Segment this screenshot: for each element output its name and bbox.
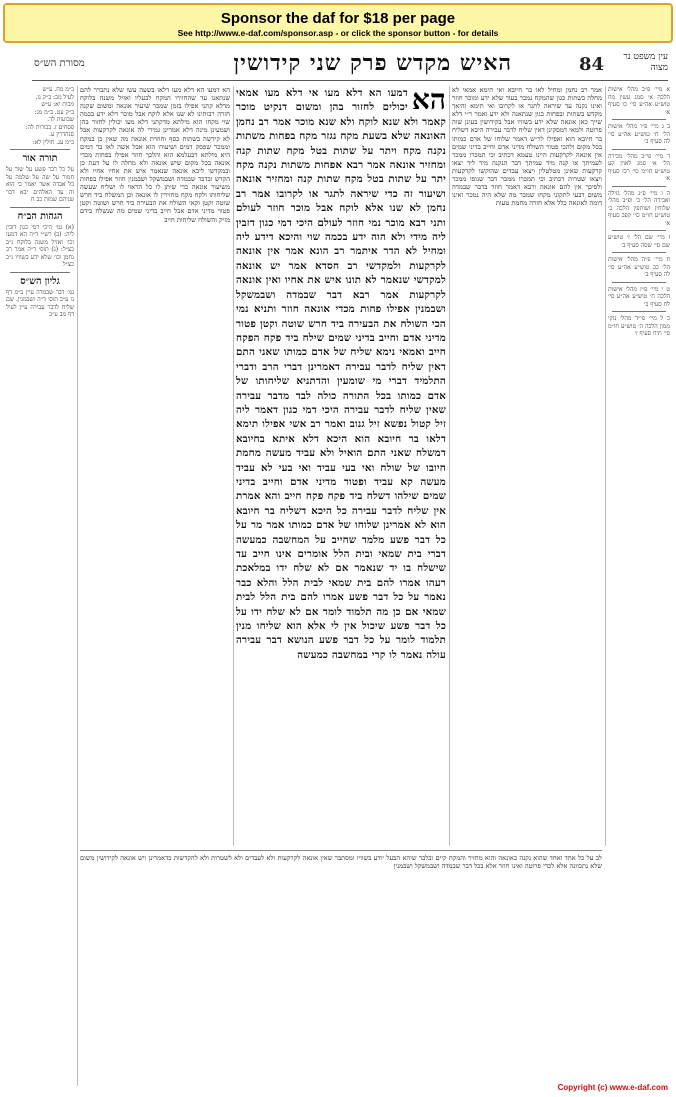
header-ein-mishpat-label: עין משפט נר מצוה: [623, 52, 668, 73]
torah-or-text: על כל דבר פשע על שור על חמור על שה על שלמה על כל אבדה אשר יאמר כי הוא זה עד האלהים יבא דבר שניהם שמות כב ח: [6, 166, 74, 203]
masoret-note: ב״מ עג. חולין לא:: [32, 138, 74, 146]
divider: [10, 272, 70, 273]
ein-mishpat-column: [608, 86, 670, 1086]
torah-or-label: תורה אור: [22, 153, 58, 164]
hagahot-text: (א) גמ׳ היכי דמי כגון דזבין ליה: (ב) רש״י ד״ה הא דמעו וכו׳ ואזיל משנה בלוקח נ״ב כצ״ל: (ג) תוס׳ ד״ה אמר רב נחמן וכו׳ שלא ידע בשוויו נ״ב כצ״ל: [6, 223, 74, 268]
column-rule: [77, 86, 78, 1086]
talmud-page: [4, 50, 672, 1080]
column-rule: [449, 86, 450, 846]
divider: [10, 207, 70, 208]
column-rule: [605, 86, 606, 846]
copyright-notice[interactable]: Copyright (c) www.e-daf.com: [557, 1083, 668, 1092]
header-masoret-label: מסורת הש״ס: [34, 58, 85, 69]
ein-mishpat-note: כ ל מיי׳ פי״ד מהל׳ נזקי ממון הלכה ה׳ טוש״ע חו״מ סי׳ תיח סעיף ז׳: [608, 315, 670, 337]
page-header: [4, 50, 672, 82]
divider: [612, 311, 666, 312]
tosafot-column: [452, 86, 602, 846]
divider: [612, 230, 666, 231]
bottom-commentary: [80, 850, 602, 1078]
gilyon-label: גליון הש״ס: [20, 275, 60, 287]
divider: [612, 282, 666, 283]
ein-mishpat-note: ז מיי׳ שם הל׳ ז׳ טוש״ע שם סי׳ שסה סעיף ב׳: [608, 234, 670, 249]
sponsor-banner-title[interactable]: Sponsor the daf for $18 per page: [220, 10, 456, 27]
ein-mishpat-note: ט י מיי׳ פ״ז מהל׳ אישות הלכה ח׳ טוש״ע אה״ע סי׳ לח סעיף ב׳: [608, 285, 670, 308]
sponsor-banner-subtitle[interactable]: See http://www.e-daf.com/sponsor.asp - or click the sponsor button - for details: [177, 28, 499, 38]
divider: [612, 149, 666, 150]
ein-mishpat-note: ה ו מיי׳ פ״ג מהל׳ גזילה ואבידה הל׳ ב׳ ופ״ב מהל׳ שלוחין ושותפין הלכה ב׳ טוש״ע חו״מ סי׳ קפב סעיף א׳: [608, 189, 670, 227]
rashi-column: [80, 86, 230, 846]
page-number: 84: [578, 54, 604, 75]
masoret-note: שבועות לד.: [47, 116, 74, 123]
gilyon-text: גמ׳ דבר שבמדה עיין ב״מ דף נו ע״ב תוס׳ ד״ה ושבמנין. שם שליח לדבר עבירה עיין לעיל דף מב ע״ב: [6, 288, 74, 318]
header-rule: [32, 80, 668, 81]
masoret-column: [6, 86, 74, 1086]
masoret-note: פסחים ז. בכורות לה:: [25, 123, 74, 131]
running-title: האיש מקדש פרק שני קידושין: [233, 50, 512, 76]
divider: [612, 186, 666, 187]
masoret-note: לעיל מב: ב״ק נו.: [35, 93, 74, 101]
ein-mishpat-note: א מיי׳ פ״ב מהל׳ אישות הלכה א׳ סמג עשין מח טוש״ע אה״ע סי׳ כו סעיף א׳: [608, 86, 670, 116]
gemara-column: [236, 86, 446, 814]
masoret-note: ב״מ מח. ע״ש: [42, 86, 74, 93]
divider: [612, 252, 666, 253]
masoret-note: סנהדרין ע.: [49, 131, 74, 138]
tosafot-text: אמר רב נחמן ומחיל לאו בר חיובא ואי תימא אמאי לא מחלה בשתות כגון שהמקח נמכר בעוד שלא ידע ומוכר חוזר ואינו נקנה עד שיראה לתגר או לקרובו ואי תימא והיאך מקדש בשתות ובפחות כגון שנתאנה ולא ידע ואמר ר״י דלא שייך כאן אונאה שלא ידע בשוויו אבל בקידושין בעינן שוה פרוטה ולמאי דמסקינן דאין שליח לדבר עבירה היכא דשליח בר חיובא הוא ואפילו לר״ש דאמר שלוחו של אדם כמותו בכל מקום ולהכי פטור השולח מדיני אדם וחייב בדיני שמים אין אונאה לקרקעות היינו טעמא דכתיב וכי תמכרו ממכר לעמיתך או קנה מיד עמיתך דבר הנקנה מיד ליד יצאו קרקעות שאינן מטלטלין ויצאו עבדים שהוקשו לקרקעות ויצאו שטרות דכתיב וכי תמכרו ממכר דבר שגופו ממכר ולפיכך אין להם אונאה ורבא דאמר חוזר בדבר שבמדה משום דבעי לתקוני מקחו שמכר מה שלא היה נמכר ואינו דומה לאונאה כלל אלא חזרה מחמת טעות: [452, 86, 602, 208]
ein-mishpat-note: ב ג מיי׳ פ״ו מהל׳ אישות הל׳ ח׳ טוש״ע אה״ע סי׳ לה סעיף ב׳: [608, 123, 670, 145]
masoret-note: מכות יא: ע״ש: [41, 101, 74, 108]
column-rule: [233, 86, 234, 846]
rashi-text: הא דמעו הא דלא מעו דלאו בשעה עשו שלא נתברר להם שנתאנו עד שהחזירו המקח לבעליו ואזיל משנה בלוקח מדלא קתני אפילו בזמן שמכר שיעור אונאה ומשום שקנה חזרה רבותינו לא שנו אלא לוקח אבל מוכר דלא ידע בכמה שוי מקחו הוא מילתא מדקתני דלא מעו יכולין לחזור בהן ושמעינן מינה דלא אמרינן גמירי לה אונאה לקרקעות אבל לא קידשה בשתות כסף וחוזרת אונאה מה שאין כן במקח וממכר שפסק דמים ושיעורו הוא אבל אשה לאו בר דמים היא מילתא דבעלמא הוא והלכך חוזר אפילו בפחות מכדי אונאה בכל מקום שיש אונאה ולא מחלה לו על דעת כן ובמקדשי ליכא אונאה שנאמר איש את אחיו אחיו ולא הקדש ובדבר שבמדה ושבמשקל ושבמנין חוזר אפילו בפחות משיעור אונאה כדי שיתן לו כל הראוי לו ושליח שעשה שליחותו ולקח מקח מחזירין לו אונאה וכן המשלח ביד חרש שוטה וקטן וקאי השולח את הבעירה ביד חרש ושוטה וקטן פטור מדיני אדם אבל חייב בדיני שמים מה שנשלח בידם מזיק והשולח שליחות חייב: [80, 86, 230, 224]
sponsor-banner[interactable]: [3, 3, 673, 43]
masoret-note: ב״ק עט. ב״מ מג:: [34, 108, 74, 116]
gemara-opening-word: הא: [411, 86, 446, 116]
gemara-text: דמעו הא דלא מעו אי דלא מעו אמאי יכולים לחזור בהן ומשום דנקיט מוכר קאמר ולא שנא לוקח ולא שנא מוכר אמר רב נחמן האונאה שלא בשעת מקח נגזר מקח בפחות משתות נקנה מקח ויתר על שתות בטל מקח שתות קנה ומחזיר אונאה אמר רבא אפחות משתות נקנה מקח יתר על שתות בטל מקח שתות קנה ומחזיר אונאה ושיעור זה כדי שיראה לתגר או לקרובו אמר רב נחמן לא שנו אלא לוקח אבל מוכר חוזר לעולם ותני רבא מוכר נמי חוזר לעולם היכי דמי כגון דזבין ליה מידי ולא הוה ידע בכמה שוי והיכא דידע ליה ומחיל לא הדר איתמר רב הונא אמר אין אונאה לקרקעות ולמקדשי רב חסדא אמר יש אונאה למקדשי שנאמר לא תונו איש את אחיו ואין אונאה לקרקעות אמר רבא דבר שבמדה ושבמשקל ושבמנין אפילו פחות מכדי אונאה חוזר ותניא נמי הכי השולח את הבעירה ביד חרש שוטה וקטן פטור מדיני אדם וחייב בדיני שמים שילח ביד פקח הפקח חייב ואמאי נימא שליח של אדם כמותו שאני התם דאין שליח לדבר עבירה דאמרינן דברי הרב ודברי התלמיד דברי מי שומעין והדתניא שליחותו של אדם כמותו בכל התורה כולה לבד מדבר עבירה שאין שליח לדבר עבירה היכי דמי כגון דאמר ליה זיל קטול נפשא זיל גנוב ואמר רב אשי אפילו תימא דלאו בר חיובא הוא היכא דלא איתא בחיובא דמשלח שאני התם הואיל ולא עביד מעשה מחמת חיובו של שולח ואי בעי עביד ואי בעי לא עביד מעשה קא עביד ופטור מדיני אדם וחייב בדיני שמים שילהו דשלח ביד פקח פקח חייב והא אמרת אין שליח לדבר עבירה כל היכא דשליח בר חיובא הוא לא אמרינן שלוחו של אדם כמותו אמר מר על כל דבר פשע מלמד שחייב על המחשבה כמעשה דברי בית שמאי ובית הלל אומרים אינו חייב עד שישלח בו יד שנאמר אם לא שלח ידו במלאכת רעהו אמרו להם בית שמאי לבית הלל והלא כבר נאמר על כל דבר פשע אמרו להם בית הלל לבית שמאי אם כן מה תלמוד לומר אם לא שלח ידו על כל דבר פשע שיכול אין לי אלא הוא שליחו מנין תלמוד לומר על כל דבר פשע הנושא דבר עבירה עולה נאמר לו קרי במחשבה כמעשה: [236, 87, 446, 661]
ein-mishpat-note: ד מיי׳ פי״ב מהל׳ מכירה הל׳ א׳ סמג לאוין קע טוש״ע חו״מ סי׳ רכז סעיף א׳: [608, 152, 670, 182]
divider: [10, 149, 70, 150]
hagahot-label: הגהות הב״ח: [17, 210, 63, 222]
ein-mishpat-note: ח מיי׳ פ״ה מהל׳ אישות הל׳ כב טוש״ע אה״ע סי׳ לה סעיף ב׳: [608, 256, 670, 278]
bottom-commentary-text: לב על כל אחד ואחד שהוא נקנה באונאה והוא מחזיר והמקח קיים ובלבד שיהא הבעל יודע בשוויו ומסתבר שאין אונאה לקרקעות ולא לעבדים ולא לשטרות ולא להקדשות כדאמרינן ויש אונאה לקידושין משום שלא נתכוונה אלא לכדי פרוטה ואינו חוזר אלא בכל דבר שבמדה ושבמשקל ושבמנין: [80, 854, 602, 871]
divider: [612, 119, 666, 120]
